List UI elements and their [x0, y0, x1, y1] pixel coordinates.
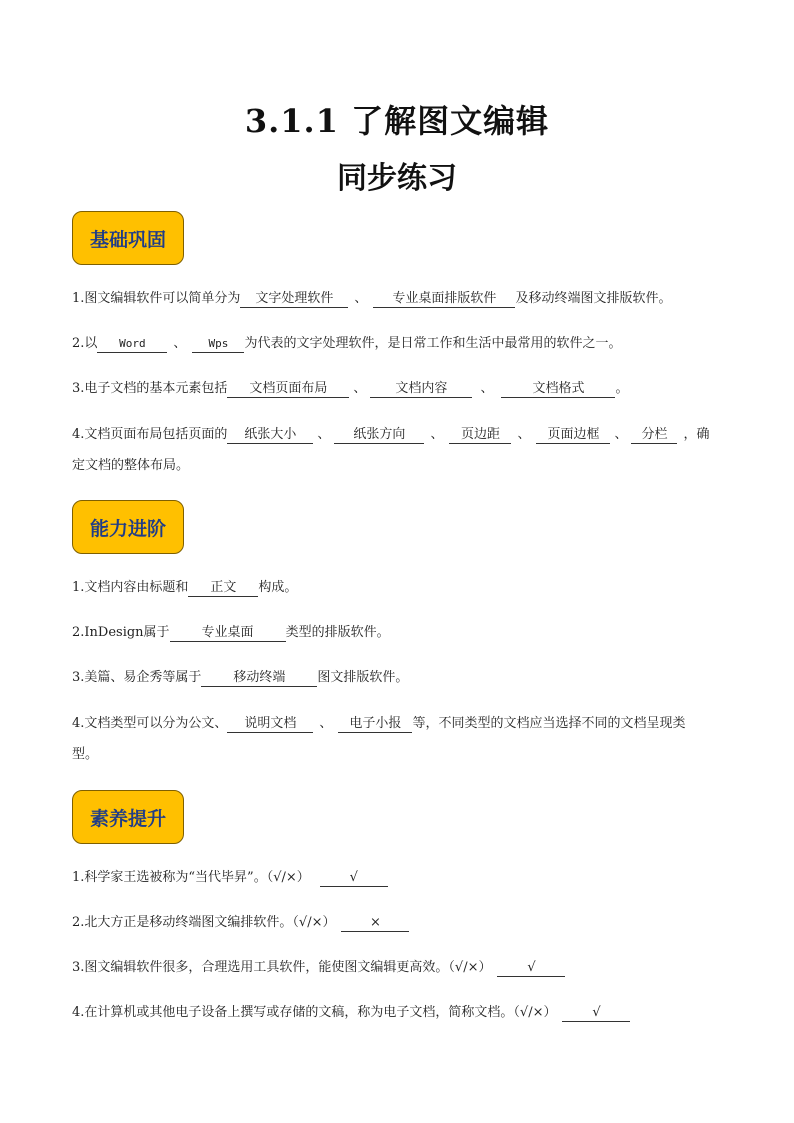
- separator: 、: [353, 381, 367, 396]
- question-text: 文档页面布局包括页面的: [84, 427, 228, 442]
- separator: 、: [319, 716, 333, 731]
- answer-blank: √: [497, 960, 565, 977]
- page-title: 3.1.1 了解图文编辑: [244, 102, 550, 140]
- question-basic-4-cont: 定文档的整体布局。: [72, 458, 190, 473]
- question-number: 4.: [72, 716, 85, 731]
- answer-blank: 专业桌面排版软件: [373, 291, 515, 308]
- question-number: 1.: [72, 870, 85, 885]
- question-text: 图文编辑软件很多，合理选用工具软件，能使图文编辑更高效。（√/×）: [84, 960, 492, 975]
- question-advanced-2: [72, 622, 732, 644]
- separator: 、: [173, 336, 187, 351]
- question-text: 图文编辑软件可以简单分为: [84, 291, 241, 306]
- section-badge-literacy: 素养提升: [72, 790, 184, 844]
- question-number: 2.: [72, 336, 85, 351]
- page-subtitle: 同步练习: [337, 161, 457, 196]
- question-text: 以: [84, 336, 98, 351]
- answer-blank: 文字处理软件: [240, 291, 348, 308]
- answer-blank: √: [320, 870, 388, 887]
- answer-blank: 电子小报: [338, 716, 412, 733]
- answer-blank: 分栏: [631, 427, 677, 444]
- section-badge-advanced: 能力进阶: [72, 500, 184, 554]
- answer-blank: Wps: [192, 336, 244, 353]
- question-text: 。: [615, 381, 629, 396]
- question-text: 等，不同类型的文档应当选择不同的文档呈现类: [412, 716, 686, 731]
- question-advanced-4-cont: 型。: [72, 747, 99, 762]
- question-text: 电子文档的基本元素包括: [84, 381, 228, 396]
- question-text: 文档内容由标题和: [84, 580, 189, 595]
- question-text: 文档类型可以分为公文、: [84, 716, 228, 731]
- answer-blank: ×: [341, 915, 409, 932]
- question-basic-2: [72, 333, 732, 355]
- question-text: 图文排版软件。: [317, 670, 409, 685]
- question-text: 类型的排版软件。: [285, 625, 390, 640]
- answer-blank: 页边距: [449, 427, 511, 444]
- question-number: 1.: [72, 291, 85, 306]
- answer-blank: 文档内容: [370, 381, 472, 398]
- answer-blank: 文档页面布局: [227, 381, 349, 398]
- question-text: 及移动终端图文排版软件。: [515, 291, 672, 306]
- question-text: ，确: [683, 427, 710, 442]
- question-basic-4: [72, 424, 732, 446]
- question-number: 4.: [72, 1005, 85, 1020]
- question-literacy-4: [72, 1002, 732, 1024]
- question-number: 2.: [72, 915, 85, 930]
- question-number: 1.: [72, 580, 85, 595]
- question-number: 2.: [72, 625, 85, 640]
- question-literacy-2: [72, 912, 732, 934]
- question-advanced-1: [72, 577, 732, 599]
- answer-blank: 页面边框: [536, 427, 610, 444]
- answer-blank: 纸张方向: [334, 427, 424, 444]
- answer-blank: 文档格式: [501, 381, 615, 398]
- question-text: 科学家王选被称为“当代毕昇”。（√/×）: [84, 870, 310, 885]
- separator: 、: [430, 427, 444, 442]
- question-literacy-3: [72, 957, 732, 979]
- question-text: 美篇、易企秀等属于: [84, 670, 202, 685]
- answer-blank: 纸张大小: [227, 427, 313, 444]
- answer-blank: 专业桌面: [170, 625, 286, 642]
- question-number: 3.: [72, 381, 85, 396]
- question-text: InDesign属于: [84, 625, 170, 640]
- separator: 、: [354, 291, 368, 306]
- question-number: 3.: [72, 670, 85, 685]
- answer-blank: 移动终端: [201, 670, 317, 687]
- question-basic-1: [72, 288, 732, 310]
- separator: 、: [614, 427, 628, 442]
- answer-blank: √: [562, 1005, 630, 1022]
- answer-blank: 正文: [188, 580, 258, 597]
- question-text: 构成。: [258, 580, 298, 595]
- question-text: 为代表的文字处理软件，是日常工作和生活中最常用的软件之一。: [244, 336, 622, 351]
- question-number: 4.: [72, 427, 85, 442]
- separator: 、: [480, 381, 494, 396]
- question-number: 3.: [72, 960, 85, 975]
- separator: 、: [317, 427, 331, 442]
- answer-blank: Word: [97, 336, 167, 353]
- question-advanced-4: [72, 713, 732, 735]
- question-basic-3: [72, 378, 732, 400]
- answer-blank: 说明文档: [227, 716, 313, 733]
- separator: 、: [517, 427, 531, 442]
- question-advanced-3: [72, 667, 732, 689]
- question-text: 在计算机或其他电子设备上撰写或存储的文稿，称为电子文档，简称文档。（√/×）: [84, 1005, 557, 1020]
- question-text: 北大方正是移动终端图文编排软件。（√/×）: [84, 915, 336, 930]
- section-badge-basic: 基础巩固: [72, 211, 184, 265]
- question-literacy-1: [72, 867, 732, 889]
